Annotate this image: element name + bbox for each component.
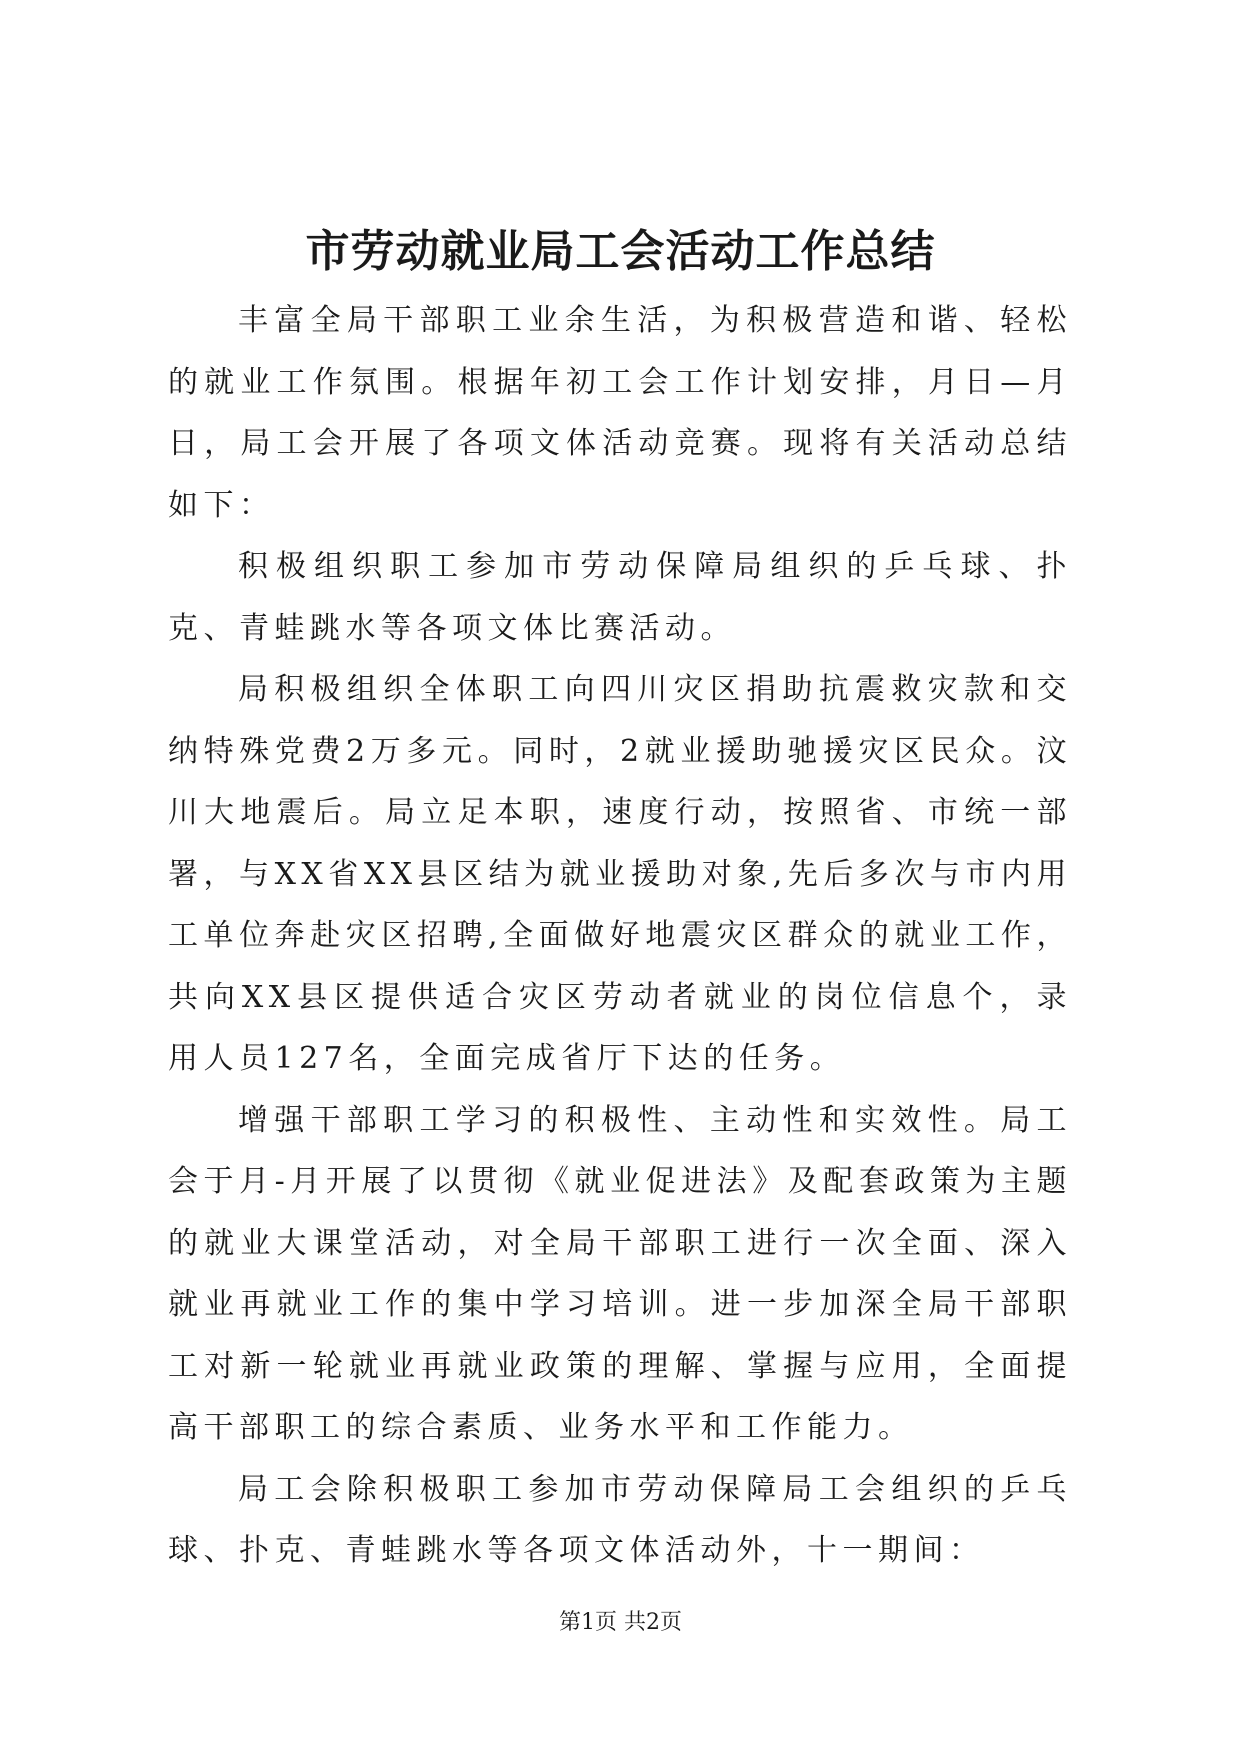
paragraph-activities: 局工会除积极职工参加市劳动保障局工会组织的乒乓球、扑克、青蛙跳水等各项文体活动外，十一期间：: [168, 1471, 1072, 1568]
paragraph-study: 增强干部职工学习的积极性、主动性和实效性。局工会于月-月开展了以贯彻《就业促进法》及配套政策为主题的就业大课堂活动，对全局干部职工进行一次全面、深入就业再就业工作的集中学习培训。进一步加深全局干部职工对新一轮就业再就业政策的理解、掌握与应用，全面提高干部职工的综合素质、业务水平和工作能力。: [168, 1102, 1072, 1445]
paragraph-intro: 丰富全局干部职工业余生活，为积极营造和谐、轻松的就业工作氛围。根据年初工会工作计划安排，月日—月日，局工会开展了各项文体活动竞赛。现将有关活动总结如下：: [168, 303, 1072, 523]
paragraph-disaster-relief: 局积极组织全体职工向四川灾区捐助抗震救灾款和交纳特殊党费2万多元。同时，2就业援助驰援灾区民众。汶川大地震后。局立足本职，速度行动，按照省、市统一部署，与XX省XX县区结为就业援助对象,先后多次与市内用工单位奔赴灾区招聘,全面做好地震灾区群众的就业工作，共向XX县区提供适合灾区劳动者就业的岗位信息个，录用人员127名，全面完成省厅下达的任务。: [168, 672, 1072, 1076]
page-number-footer: 第1页 共2页: [559, 1610, 682, 1635]
document-title: 市劳动就业局工会活动工作总结: [305, 226, 936, 277]
document-body: [168, 290, 1072, 1582]
paragraph-sports: 积极组织职工参加市劳动保障局组织的乒乓球、扑克、青蛙跳水等各项文体比赛活动。: [168, 549, 1072, 646]
